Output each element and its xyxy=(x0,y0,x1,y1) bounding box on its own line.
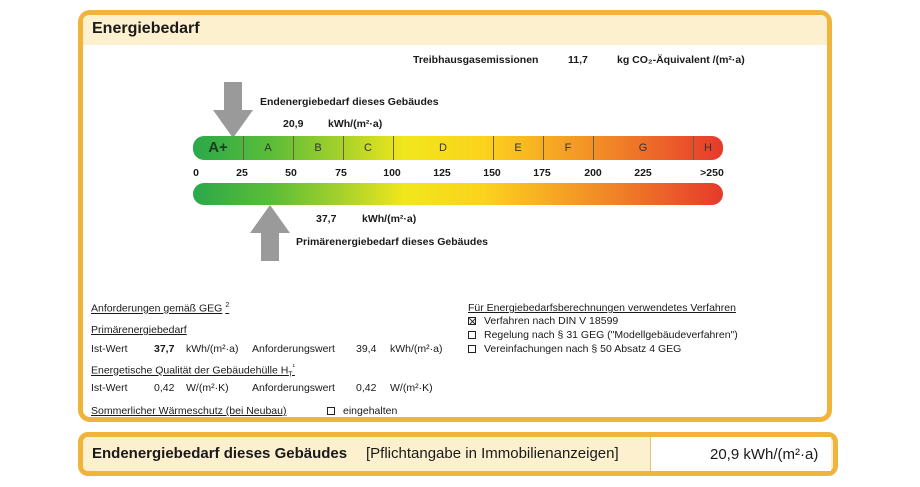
energy-class-f: F xyxy=(564,142,572,154)
envelope-heading: Energetische Qualität der Gebäudehülle $H_T^{^1}$ xyxy=(91,364,295,379)
summer-protection-check: eingehalten xyxy=(327,405,397,417)
energy-class-a-plus: A+ xyxy=(208,139,228,156)
energy-class-e: E xyxy=(514,142,522,154)
class-separator xyxy=(243,136,244,160)
envelope-ist-label: Ist-Wert xyxy=(91,382,128,394)
footer-value: 20,9 kWh/(m²·a) xyxy=(710,446,819,463)
summer-checkbox[interactable] xyxy=(327,407,335,415)
energy-class-g: G xyxy=(638,142,648,154)
method-options xyxy=(468,315,738,357)
scale-tick-label: 100 xyxy=(383,167,401,179)
class-separator xyxy=(543,136,544,160)
method-heading: Für Energiebedarfsberechnungen verwendetes Verfahren xyxy=(468,302,736,314)
energy-frame xyxy=(78,10,832,422)
method-option-label: Vereinfachungen nach § 50 Absatz 4 GEG xyxy=(484,343,682,355)
energy-class-h: H xyxy=(704,142,712,154)
scale-tick-label: 225 xyxy=(634,167,652,179)
scale-tick-label: 125 xyxy=(433,167,451,179)
method-option xyxy=(468,329,738,343)
class-separator xyxy=(343,136,344,160)
footer-note: [Pflichtangabe in Immobilienanzeigen] xyxy=(366,445,619,462)
energy-scale-bar-lower xyxy=(193,183,723,205)
emissions-value: 11,7 xyxy=(568,54,588,66)
scale-tick-label: >250 xyxy=(700,167,724,179)
scale-tick-label: 25 xyxy=(236,167,248,179)
method-option xyxy=(468,343,738,357)
scale-tick-label: 50 xyxy=(285,167,297,179)
primary-requirement-heading: Primärenergiebedarf xyxy=(91,324,187,336)
method-checkbox[interactable] xyxy=(468,317,476,325)
primary-energy-label: Primärenergiebedarf dieses Gebäudes xyxy=(296,236,488,248)
primary-req-unit: kWh/(m²·a) xyxy=(390,343,443,355)
end-energy-unit: kWh/(m²·a) xyxy=(328,118,383,130)
primary-energy-value: 37,7 xyxy=(316,213,337,225)
primary-req-label: Anforderungswert xyxy=(252,343,335,355)
envelope-req-unit: W/(m²·K) xyxy=(390,382,433,394)
primary-ist-unit: kWh/(m²·a) xyxy=(186,343,239,355)
energy-class-d: D xyxy=(439,142,447,154)
emissions-unit: kg CO₂-Äquivalent /(m²·a) xyxy=(617,54,745,66)
scale-tick-label: 0 xyxy=(193,167,199,179)
envelope-ist-value: 0,42 xyxy=(154,382,175,394)
method-checkbox[interactable] xyxy=(468,345,476,353)
class-separator xyxy=(593,136,594,160)
scale-tick-label: 175 xyxy=(533,167,551,179)
primary-ist-value: 37,7 xyxy=(154,343,175,355)
primary-ist-label: Ist-Wert xyxy=(91,343,128,355)
footer-label: Endenergiebedarf dieses Gebäudes xyxy=(92,445,348,462)
class-separator xyxy=(293,136,294,160)
envelope-ist-unit: W/(m²·K) xyxy=(186,382,229,394)
section-title: Energiebedarf xyxy=(92,20,200,37)
primary-req-value: 39,4 xyxy=(356,343,377,355)
envelope-req-value: 0,42 xyxy=(356,382,377,394)
energy-class-c: C xyxy=(364,142,372,154)
primary-energy-arrow-icon xyxy=(250,205,290,261)
summer-protection-label: Sommerlicher Wärmeschutz (bei Neubau) xyxy=(91,405,287,417)
requirements-heading: Anforderungen gemäß GEG $^2$ xyxy=(91,302,230,315)
emissions-label: Treibhausgasemissionen xyxy=(413,54,539,66)
class-separator xyxy=(693,136,694,160)
method-option-label: Regelung nach § 31 GEG ("Modellgebäudeverfahren") xyxy=(484,329,738,341)
method-checkbox[interactable] xyxy=(468,331,476,339)
energy-class-b: B xyxy=(314,142,322,154)
end-energy-label: Endenergiebedarf dieses Gebäudes xyxy=(260,96,439,108)
scale-tick-label: 200 xyxy=(584,167,602,179)
end-energy-value: 20,9 xyxy=(283,118,304,130)
envelope-req-label: Anforderungswert xyxy=(252,382,335,394)
primary-energy-unit: kWh/(m²·a) xyxy=(362,213,417,225)
scale-tick-label: 150 xyxy=(483,167,501,179)
method-option-label: Verfahren nach DIN V 18599 xyxy=(484,315,619,327)
end-energy-arrow-icon xyxy=(213,82,253,138)
scale-tick-label: 75 xyxy=(335,167,347,179)
class-separator xyxy=(393,136,394,160)
class-separator xyxy=(493,136,494,160)
energy-class-a: A xyxy=(264,142,272,154)
method-option xyxy=(468,315,738,329)
